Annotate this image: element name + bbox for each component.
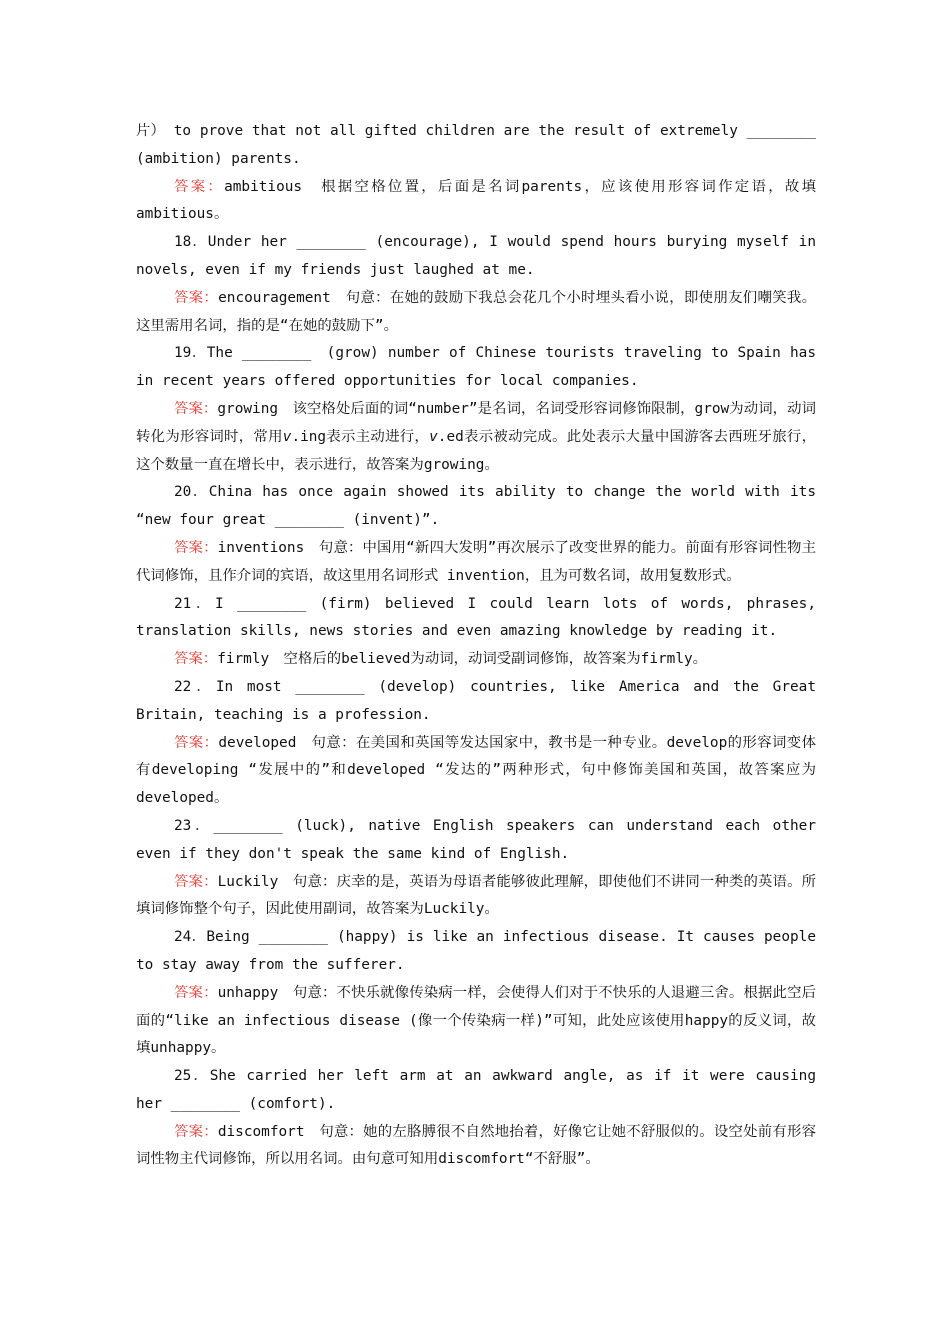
answer-23	[136, 869, 816, 925]
answer-21	[136, 646, 816, 674]
answer-20	[136, 535, 816, 591]
question-20: 20．China has once again showed its ability to change the world with its “new four great ________ (invent)”.	[136, 484, 816, 529]
answer-17	[136, 174, 816, 230]
question-18: 18．Under her ________ (encourage), I would spend hours burying myself in novels, even if my friends just laughed at me.	[136, 234, 816, 278]
answer-text: unhappy 句意：不快乐就像传染病一样，会使得人们对于不快乐的人退避三舍。根据此空后面的“like an infectious disease (像一个传染病一样)”可知，此处应该使用happy的反义词，故填unhappy。	[136, 984, 816, 1057]
answer-text: discomfort 句意：她的左胳膊很不自然地抬着，好像它让她不舒服似的。设空处前有形容词性物主代词修饰，所以用名词。由句意可知用discomfort“不舒服”。	[136, 1123, 816, 1168]
verb-abbrev: v	[282, 428, 292, 445]
answer-text: encouragement 句意：在她的鼓励下我总会花几个小时埋头看小说，即使朋友们嘲笑我。这里需用名词，指的是“在她的鼓励下”。	[136, 289, 816, 334]
answer-text: Luckily 句意：庆幸的是，英语为母语者能够彼此理解，即使他们不讲同一种类的英语。所填词修饰整个句子，因此使用副词，故答案为Luckily。	[136, 873, 816, 918]
answer-label: 答案：	[174, 984, 218, 1001]
answer-text-part-b: .ing表示主动进行，	[291, 428, 430, 445]
question-22: 22．In most ________ (develop) countries, like America and the Great Britain, teaching is a profession.	[136, 678, 816, 723]
answer-text: firmly 空格后的believed为动词，动词受副词修饰，故答案为firmly。	[217, 651, 708, 668]
answer-label: 答案：	[174, 539, 218, 556]
answer-text: developed 句意：在美国和英国等发达国家中，教书是一种专业。develop的形容词变体有developing “发展中的”和developed “发达的”两种形式，句中修饰美国和英国，故答案应为developed。	[136, 734, 816, 807]
question-19: 19．The ________ (grow) number of Chinese tourists traveling to Spain has in recent years offered opportunities for local companies.	[136, 345, 816, 390]
answer-19	[136, 396, 816, 479]
answer-22	[136, 730, 816, 813]
answer-text-part-a: growing 该空格处后面的词“number”是名词，名词受形容词修饰限制，grow为动词，动词转化为形容词时，常用	[136, 400, 816, 445]
answer-text-part-c: .ed表示被动完成。此处表示大量中国游客去西班牙旅行，这个数量一直在增长中，表示进行，故答案为growing。	[136, 428, 816, 473]
answer-label: 答案：	[174, 400, 218, 417]
question-21: 21．I ________ (firm) believed I could learn lots of words, phrases, translation skills, news stories and even amazing knowledge by reading it.	[136, 595, 816, 640]
question-17-continued: 片） to prove that not all gifted children are the result of extremely ________ (ambition) parents.	[136, 123, 816, 167]
answer-25	[136, 1119, 816, 1175]
answer-label: 答案：	[174, 178, 225, 195]
document-page	[136, 118, 816, 1174]
answer-24	[136, 980, 816, 1063]
question-25: 25．She carried her left arm at an awkward angle, as if it were causing her ________ (comfort).	[136, 1068, 816, 1112]
answer-18	[136, 285, 816, 341]
answer-label: 答案：	[174, 873, 218, 890]
answer-text: ambitious 根据空格位置，后面是名词parents，应该使用形容词作定语，故填ambitious。	[136, 178, 816, 223]
answer-text: inventions 句意：中国用“新四大发明”再次展示了改变世界的能力。前面有形容词性物主代词修饰，且作介词的宾语，故这里用名词形式 invention，且为可数名词，故用复数形式。	[136, 539, 816, 584]
verb-abbrev: v	[429, 428, 438, 445]
answer-label: 答案：	[174, 1123, 218, 1140]
answer-label: 答案：	[174, 651, 218, 668]
answer-label: 答案：	[174, 289, 219, 306]
answer-label: 答案：	[174, 734, 219, 751]
question-23: 23．________ (luck), native English speakers can understand each other even if they don't speak the same kind of English.	[136, 817, 816, 862]
question-24: 24．Being ________ (happy) is like an infectious disease. It causes people to stay away from the sufferer.	[136, 929, 816, 973]
